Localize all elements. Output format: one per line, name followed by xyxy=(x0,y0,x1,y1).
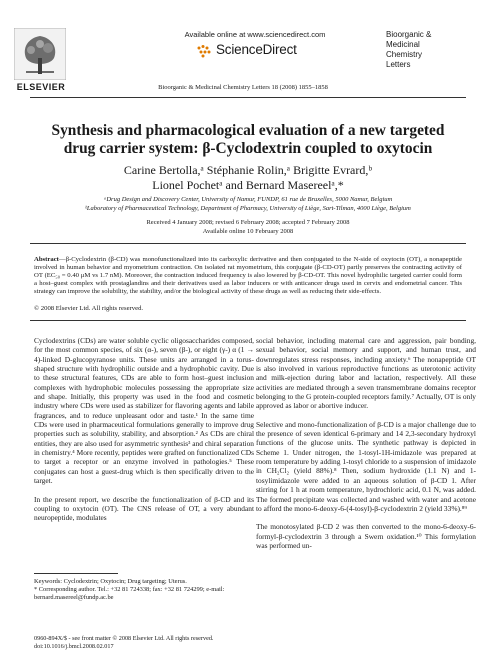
abstract-top-rule xyxy=(30,243,466,244)
journal-title-line: Chemistry xyxy=(386,50,423,59)
page-footer xyxy=(34,635,274,650)
header-rule xyxy=(30,97,466,98)
abstract-copyright: © 2008 Elsevier Ltd. All rights reserved. xyxy=(34,305,144,312)
author-list-line-2: Lionel Pochetᵃ and Bernard Masereelᵃ,* xyxy=(152,178,344,192)
abstract xyxy=(34,256,462,296)
available-online-text: Available online at www.sciencedirect.com xyxy=(184,30,326,39)
author-list-line-1: Carine Bertolla,ᵃ Stéphanie Rolin,ᵃ Brigitte Evrard,ᵇ xyxy=(123,163,373,177)
body-column-right xyxy=(256,336,476,559)
affiliation-a: ᵃDrug Design and Discovery Center, University of Namur, FUNDP, 61 rue de Bruxelles, 5000 Namur, Belgium xyxy=(103,196,393,203)
body-paragraph: Selective and mono-functionalization of β-CD is a major challenge due to the presence of seven identical 6-primary and 14 2,3-secondary hydroxyl functions of the glucose units. The synthetic pathway is depicted in Scheme 1. Under nitrogen, the 1-tosyl-1H-imidazole was prepared at room temperature by adding 1-tosyl chloride to a suspension of imidazole in CH₂Cl₂ (yield 88%).⁸ Then, sodium hydroxide (1.1 N) and 1-tosylimidazole were added to an aqueous solution of β-CD 1. After stirring for 1 h at room temperature, hydrochloric acid, 0.1 N, was added. The formed precipitate was collected and washed with water and acetone to afford the mono-6-deoxy-6-(4-tosyl)-β-cyclodextrin 2 (yield 33%).⁸⁹ xyxy=(256,419,476,513)
title-line-2: drug carrier system: β-Cyclodextrin coupled to oxytocin xyxy=(63,139,433,157)
footnote-rule xyxy=(34,573,118,574)
corresponding-author: * Corresponding author. Tel.: +32 81 724338; fax: +32 81 724299; e-mail: bernard.masereel@fundp.ac.be xyxy=(34,586,225,601)
affiliation-b: ᵇLaboratory of Pharmaceutical Technology, Department of Pharmacy, University of Liège, Sart-Tilman, 4000 Liège, Belgium xyxy=(85,205,411,212)
title-line-1: Synthesis and pharmacological evaluation of a new targeted xyxy=(51,122,445,139)
footnotes xyxy=(34,578,254,602)
received-dates: Received 4 January 2008; revised 6 February 2008; accepted 7 February 2008 xyxy=(146,219,350,226)
sciencedirect-name: ScienceDirect xyxy=(216,42,297,57)
doi-line: doi:10.1016/j.bmcl.2008.02.017 xyxy=(34,642,114,650)
journal-title-line: Bioorganic & xyxy=(386,30,432,39)
body-paragraph: Cyclodextrins (CDs) are water soluble cyclic oligosaccharides composed, for the most common species, of six (α-), seven (β-), or eight (γ-) α (1 → 4)-linked D-glucopyranose units. These units are arranged in a torus-shaped structure with hydrophilic outside and a hydrophobic cavity. Due to these structural features, CDs are able to form host–guest inclusion complexes with hydrophobic molecules possessing the appropriate size and shape. Initially, this property was used in the food and cosmetic industry where CDs were used as stabilizer for flavoring agents and labile fragrances, and to reduce unpleasant odor and taste.¹ In the same time CDs were used in pharmaceutical formulations generally to improve drug properties such as solubility, stability, and absorption.² As CDs are chiral entities, they are also used for asymmetric synthesis³ and chiral separation in chemistry.⁴ More recently, peptides were grafted on functionalized CDs to target a receptor or an enzyme involved in pathologies.⁵ These conjugates can host a guest-drug which is then specifically driven to the target. xyxy=(34,336,254,486)
body-paragraph: In the present report, we describe the functionalization of β-CD and its coupling to oxytocin (OT). The CNS release of OT, a very abundant neuropeptide, modulates xyxy=(34,494,254,523)
abstract-bottom-rule xyxy=(30,320,466,321)
article-title xyxy=(28,122,468,157)
body-column-left xyxy=(34,336,254,532)
issn-line: 0960-894X/$ - see front matter © 2008 Elsevier Ltd. All rights reserved. xyxy=(34,635,214,642)
elsevier-tree-logo xyxy=(14,28,66,80)
publisher-name: ELSEVIER xyxy=(16,82,66,92)
keywords: Keywords: Cyclodextrin; Oxytocin; Drug targeting; Uterus. xyxy=(34,578,187,585)
journal-citation-line: Bioorganic & Medicinal Chemistry Letters 18 (2008) 1855–1858 xyxy=(158,84,328,91)
sciencedirect-logo-icon xyxy=(196,44,214,58)
journal-title-block xyxy=(386,30,466,70)
available-online-date: Available online 10 February 2008 xyxy=(202,228,294,235)
journal-title-line: Letters xyxy=(386,60,411,69)
body-paragraph: social behavior, including maternal care and aggression, pair bonding, sexual behavior, social memory and support, and human trust, and downregulates stress responses, including anxiety.⁶ The nonapeptide OT is also involved in various reproductive functions as uterotonic activity and milk-ejection during labor and lactation, respectively. All these activities are mediated through a seven transmembrane domains receptor belonging to the G protein-coupled receptors family.⁷ Actually, OT is only approved as labor or abortive inducer. xyxy=(256,336,476,411)
journal-title-line: Medicinal xyxy=(386,40,420,49)
body-paragraph: The monotosylated β-CD 2 was then converted to the mono-6-deoxy-6-formyl-β-cyclodextrin 3 through a Swern oxidation.¹⁰ This formylation was performed un- xyxy=(256,522,476,550)
abstract-label: Abstract xyxy=(34,256,59,263)
abstract-text: —β-Cyclodextrin (β-CD) was monofunctionalized into its carboxylic derivative and then conjugated to the N-side of oxytocin (OT), a nonapeptide involved in human behavior and myometrium contraction. On isolated rat myometrium, this conjugate (β-CD-OT) partly preserves the contracting activity of OT (EC₅₀ = 0.40 μM vs 1.7 nM). Moreover, the contraction induced frequency is also lowered by β-CD-OT. This novel hydrophilic targeted carrier could form a host–guest complex with prostaglandins and their derivatives used as labor inducers or with anticancer drugs used in cervix and endometrial cancer. This strategy can improve the solubility, the stability, and/or the biological activity of these drugs as well as reducing their side-effects. xyxy=(34,256,462,296)
